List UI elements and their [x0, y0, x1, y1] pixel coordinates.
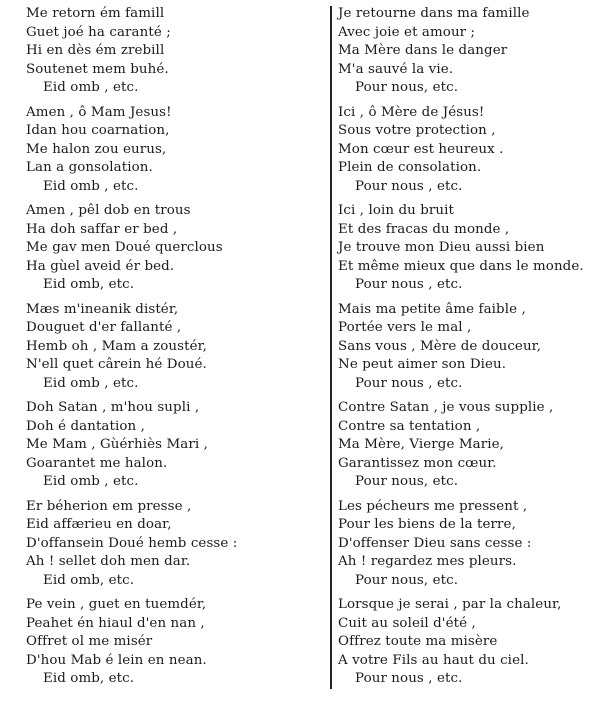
- verse-line: Ma Mère, Vierge Marie,: [338, 437, 504, 453]
- verse-line: Portée vers le mal ,: [338, 320, 472, 336]
- verse-line: Er béherion em presse ,: [26, 498, 192, 514]
- verse-line: Contre sa tentation ,: [338, 418, 481, 434]
- verse-line: Goarantet me halon.: [26, 455, 168, 471]
- verse-line: Je retourne dans ma famille: [338, 6, 530, 21]
- french-stanza-4: [338, 301, 606, 400]
- verse-line: Me retorn ém famill: [26, 6, 165, 21]
- verse-line: Ha gùel aveid ér bed.: [26, 258, 175, 274]
- verse-line: Ah ! sellet doh men dar.: [26, 554, 191, 570]
- verse-line: Et même mieux que dans le monde.: [338, 258, 584, 274]
- verse-line: Avec joie et amour ;: [338, 24, 476, 40]
- verse-line: Eid affærieu en doar,: [26, 517, 172, 533]
- refrain-line: Pour nous, etc.: [355, 572, 459, 588]
- verse-line: M'a sauvé la vie.: [338, 61, 454, 77]
- verse-line: Amen , pêl dob en trous: [26, 203, 191, 218]
- verse-line: A votre Fils au haut du ciel.: [338, 652, 529, 668]
- french-stanza-1: [338, 5, 606, 104]
- verse-line: Mæs m'ineanik distér,: [26, 301, 179, 317]
- refrain-line: Eid omb, etc.: [43, 572, 135, 588]
- verse-line: Doh é dantation ,: [26, 418, 145, 434]
- verse-line: Lan a gonsolation.: [26, 160, 153, 176]
- breton-stanza-5: [26, 399, 326, 498]
- verse-line: Offrez toute ma misère: [338, 634, 498, 650]
- refrain-line: Pour nous , etc.: [355, 178, 463, 194]
- refrain-line: Eid omb , etc.: [43, 474, 139, 490]
- verse-line: Cuit au soleil d'été ,: [338, 615, 476, 631]
- verse-line: Guet joé ha caranté ;: [26, 24, 171, 40]
- verse-line: Garantissez mon cœur.: [338, 455, 497, 471]
- verse-line: D'offansein Doué hemb cesse :: [26, 535, 238, 551]
- breton-stanza-3: [26, 202, 326, 301]
- verse-line: Sous votre protection ,: [338, 123, 496, 139]
- breton-column: [26, 5, 326, 695]
- verse-line: D'hou Mab é lein en nean.: [26, 652, 207, 668]
- verse-line: Ne peut aimer son Dieu.: [338, 357, 507, 373]
- column-divider: [330, 6, 332, 689]
- french-column: [338, 5, 606, 695]
- french-stanza-2: [338, 104, 606, 203]
- verse-line: Je trouve mon Dieu aussi bien: [338, 240, 545, 256]
- verse-line: Lorsque je serai , par la chaleur,: [338, 597, 562, 612]
- verse-line: Peahet én hiaul d'en nan ,: [26, 615, 205, 631]
- refrain-line: Eid omb , etc.: [43, 375, 139, 391]
- refrain-line: Eid omb , etc.: [43, 178, 139, 194]
- breton-stanza-2: [26, 104, 326, 203]
- french-stanza-5: [338, 399, 606, 498]
- verse-line: Idan hou coarnation,: [26, 123, 170, 139]
- refrain-line: Eid omb, etc.: [43, 671, 135, 687]
- verse-line: Hi en dès ém zrebill: [26, 43, 165, 59]
- refrain-line: Pour nous , etc.: [355, 671, 463, 687]
- verse-line: Mais ma petite âme faible ,: [338, 301, 526, 317]
- verse-line: Sans vous , Mère de douceur,: [338, 338, 542, 354]
- refrain-line: Pour nous , etc.: [355, 375, 463, 391]
- verse-line: Me gav men Doué querclous: [26, 240, 223, 256]
- french-stanza-3: [338, 202, 606, 301]
- breton-stanza-7: [26, 596, 326, 695]
- refrain-line: Pour nous, etc.: [355, 474, 459, 490]
- verse-line: Offret ol me misér: [26, 634, 153, 650]
- refrain-line: Eid omb , etc.: [43, 80, 139, 96]
- verse-line: Me halon zou eurus,: [26, 141, 167, 157]
- verse-line: Pe vein , guet en tuemdér,: [26, 597, 207, 612]
- french-stanza-7: [338, 596, 606, 695]
- verse-line: Ah ! regardez mes pleurs.: [338, 554, 517, 570]
- verse-line: D'offenser Dieu sans cesse :: [338, 535, 532, 551]
- verse-line: Les pécheurs me pressent ,: [338, 498, 528, 514]
- verse-line: Mon cœur est heureux .: [338, 141, 504, 157]
- verse-line: Ha doh saffar er bed ,: [26, 221, 178, 237]
- verse-line: Contre Satan , je vous supplie ,: [338, 400, 554, 415]
- verse-line: Doh Satan , m'hou supli ,: [26, 400, 200, 415]
- breton-stanza-1: [26, 5, 326, 104]
- verse-line: Soutenet mem buhé.: [26, 61, 169, 77]
- refrain-line: Pour nous, etc.: [355, 80, 459, 96]
- verse-line: Amen , ô Mam Jesus!: [26, 104, 172, 120]
- verse-line: Ici , loin du bruit: [338, 203, 454, 218]
- verse-line: Ma Mère dans le danger: [338, 43, 508, 59]
- verse-line: Ici , ô Mère de Jésus!: [338, 104, 485, 120]
- breton-stanza-6: [26, 498, 326, 597]
- refrain-line: Eid omb, etc.: [43, 277, 135, 293]
- breton-stanza-4: [26, 301, 326, 400]
- verse-line: N'ell quet cârein hé Doué.: [26, 357, 207, 373]
- verse-line: Hemb oh , Mam a zoustér,: [26, 338, 207, 354]
- verse-line: Douguet d'er fallanté ,: [26, 320, 182, 336]
- verse-line: Plein de consolation.: [338, 160, 482, 176]
- french-stanza-6: [338, 498, 606, 597]
- verse-line: Pour les biens de la terre,: [338, 517, 516, 533]
- verse-line: Et des fracas du monde ,: [338, 221, 510, 237]
- refrain-line: Pour nous , etc.: [355, 277, 463, 293]
- verse-line: Me Mam , Gùérhiès Mari ,: [26, 437, 208, 453]
